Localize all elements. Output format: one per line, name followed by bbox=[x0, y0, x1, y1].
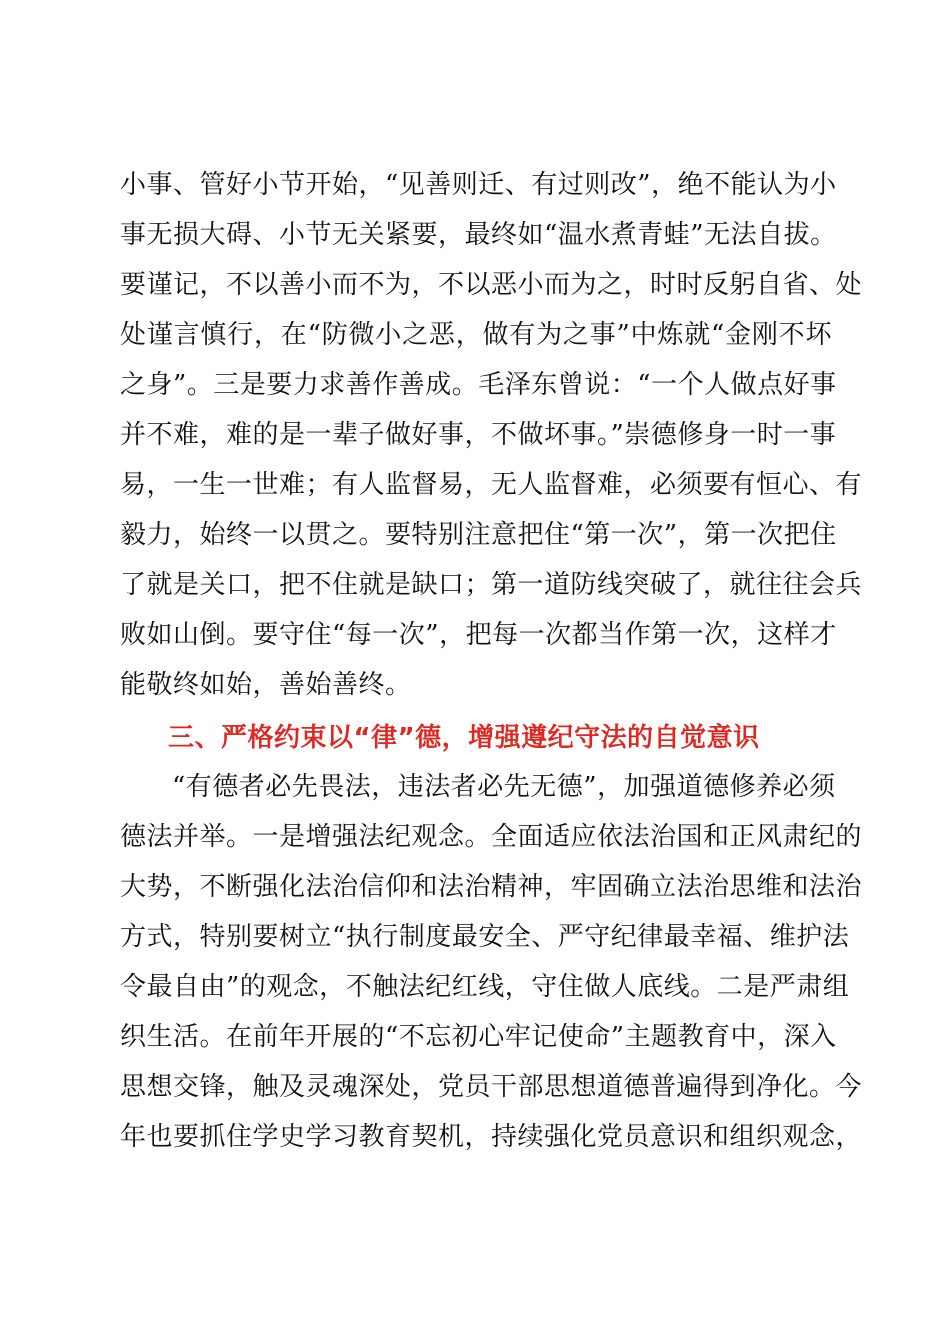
text-line: 方式，特别要树立“执行制度最安全、严守纪律最幸福、维护法 bbox=[120, 922, 850, 952]
paragraph-section-three bbox=[120, 762, 863, 1162]
text-line: 德法并举。一是增强法纪观念。全面适应依法治国和正风肃纪的 bbox=[120, 822, 863, 852]
text-line: 要谨记，不以善小而不为，不以恶小而为之，时时反躬自省、处 bbox=[120, 270, 863, 300]
text-line: 之身”。三是要力求善作善成。毛泽东曾说：“一个人做点好事 bbox=[120, 370, 837, 400]
text-line: 思想交锋，触及灵魂深处，党员干部思想道德普遍得到净化。今 bbox=[120, 1072, 863, 1102]
text-line: 织生活。在前年开展的“不忘初心牢记使命”主题教育中，深入 bbox=[120, 1022, 837, 1052]
text-line: 年也要抓住学史学习教育契机，持续强化党员意识和组织观念， bbox=[120, 1122, 863, 1152]
text-line: 处谨言慎行，在“防微小之恶，做有为之事”中炼就“金刚不坏 bbox=[120, 320, 832, 350]
text-line: 了就是关口，把不住就是缺口；第一道防线突破了，就往往会兵 bbox=[120, 570, 863, 600]
text-line: “有德者必先畏法，违法者必先无德”，加强道德修养必须 bbox=[172, 772, 836, 802]
text-line: 小事、管好小节开始，“见善则迁、有过则改”，绝不能认为小 bbox=[120, 170, 837, 200]
text-line: 易，一生一世难；有人监督易，无人监督难，必须要有恒心、有 bbox=[120, 470, 863, 500]
text-line: 大势，不断强化法治信仰和法治精神，牢固确立法治思维和法治 bbox=[120, 872, 863, 902]
text-line: 败如山倒。要守住“每一次”，把每一次都当作第一次，这样才 bbox=[120, 620, 837, 650]
text-line: 令最自由”的观念，不触法纪红线，守住做人底线。二是严肃组 bbox=[120, 972, 850, 1002]
text-line: 能敬终如始，善始善终。 bbox=[120, 670, 412, 700]
text-line: 毅力，始终一以贯之。要特别注意把住“第一次”，第一次把住 bbox=[120, 520, 837, 550]
text-line: 事无损大碍、小节无关紧要，最终如“温水煮青蛙”无法自拔。 bbox=[120, 220, 837, 250]
text-line: 并不难，难的是一辈子做好事，不做坏事。”崇德修身一时一事 bbox=[120, 420, 837, 450]
section-heading: 三、严格约束以“律”德，增强遵纪守法的自觉意识 bbox=[168, 723, 760, 753]
paragraph-continued bbox=[120, 160, 863, 710]
